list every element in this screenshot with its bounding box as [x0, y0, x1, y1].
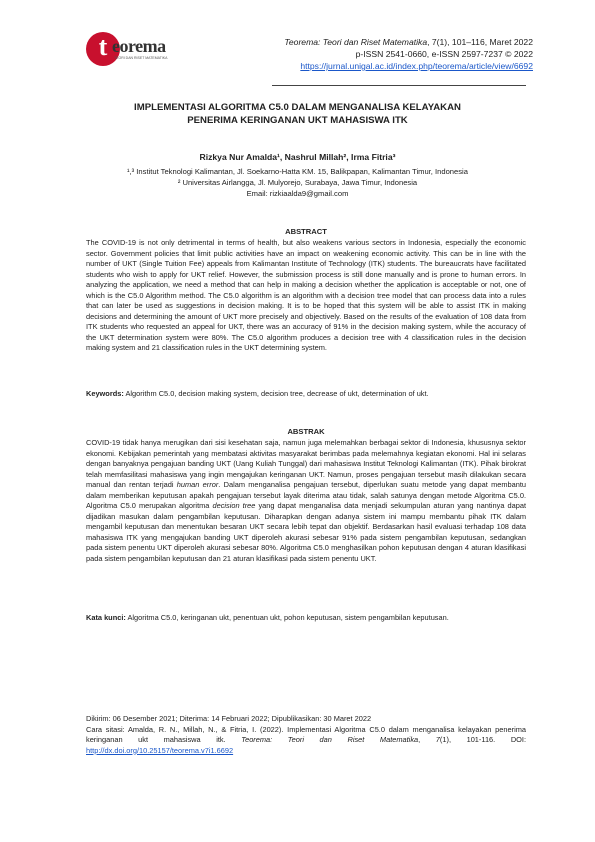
keywords-text: Algorithm C5.0, decision making system, decision tree, decrease of ukt, determination of ukt. — [123, 389, 429, 398]
logo-tagline: TEORI DAN RISET MATEMATIKA — [114, 56, 168, 60]
journal-name: Teorema — [284, 37, 319, 47]
abstrak-emphasis-2: decision tree — [212, 501, 256, 510]
cite-volume: 7 — [435, 735, 440, 744]
paper-title — [70, 101, 525, 127]
journal-citation — [284, 36, 533, 48]
affiliation-1: ¹,³ Institut Teknologi Kalimantan, Jl. Soekarno-Hatta KM. 15, Balikpapan, Kalimantan Timur, Indonesia — [127, 167, 468, 176]
submission-dates: Dikirim: 06 Desember 2021; Diterima: 14 Februari 2022; Dipublikasikan: 30 Maret 2022 — [86, 714, 372, 723]
keywords-line — [86, 389, 526, 400]
header-divider — [272, 85, 526, 86]
title-line-1: IMPLEMENTASI ALGORITMA C5.0 DALAM MENGANALISA KELAYAKAN — [134, 102, 461, 113]
title-line-2: PENERIMA KERINGANAN UKT MAHASISWA ITK — [187, 115, 408, 126]
keywords-label: Keywords: — [86, 389, 124, 398]
abstrak-part-2: . Dalam menganalisa pengajuan tersebut, diperlukan suatu metode yang dapat membantu dalam memberikan keputusan apakah pengajuan tersebut layak diterima atau tidak, salah satunya dengan metode Algoritma C5.0. Algoritma C5.0 merupakan algoritma — [86, 480, 527, 510]
journal-header — [284, 36, 533, 72]
cite-text: Cara sitasi: Amalda, R. N., Millah, N., & Fitria, I. (2022). Implementasi Algoritma C5.0 dalam menganalisa kelayakan penerima keringanan ukt mahasiswa itk. — [86, 724, 526, 744]
abstrak-heading: ABSTRAK — [287, 427, 325, 436]
article-footer — [86, 714, 526, 756]
cite-separator: , — [418, 735, 436, 744]
abstract-heading: ABSTRACT — [285, 227, 327, 236]
journal-issn: p-ISSN 2541-0660, e-ISSN 2597-7237 © 2022 — [355, 49, 533, 59]
abstrak-emphasis-1: human error — [176, 480, 219, 489]
abstrak-part-3: yang dapat menganalisa data menjadi sekumpulan aturan yang nantinya dapat dijadikan masukan dalam pengambilan keputusan. Diharapkan dengan adanya sistem ini mampu membantu pihak ITK dalam mengambil keputusan dan menentukan besaran UKT secara lebih tepat dan objektif. Berdasarkan hasil evaluasi terhadap 108 data mahasiswa ITK yang mengajukan banding UKT diperoleh akurasi sebesar 91% pada sistem pengambilan keputusan, sedangkan pada sistem penentu UKT diperoleh akurasi sebesar 80%. Algoritma C5.0 menghasilkan pohon keputusan dengan 4 aturan klasifikasi pada sistem pengambilan keputusan dan 21 aturan klasifikasi pada sistem penentu UKT. — [86, 501, 527, 563]
cite-pages: (1), 101-116. DOI: — [439, 735, 527, 744]
author-list: Rizkya Nur Amalda¹, Nashrul Millah², Irma Fitria³ — [199, 152, 396, 162]
journal-subtitle: : Teori dan Riset Matematika — [318, 37, 428, 47]
article-url-link[interactable]: https://jurnal.unigal.ac.id/index.php/teorema/article/view/6692 — [300, 61, 533, 71]
author-email: Email: rizkiaalda9@gmail.com — [246, 189, 349, 198]
journal-volume: , 7(1), 101–116, Maret 2022 — [427, 37, 533, 47]
logo-mark: t — [86, 32, 120, 66]
abstract-text: The COVID-19 is not only detrimental in terms of health, but also weakens various sectors in Indonesia, especially the economic sector. Government policies that limit public activities have an impact on weakening economic activity. This can be in line with the number of UKT (Single Tuition Fee) appeals from Kalimantan Institute of Technology (ITK) students. The bureaucrats have facilitated students who wish to apply for UKT relief. However, the submission process is still done manually and is prone to human errors. In analyzing the application, we need a method that can help in making a decision whether the application is acceptable or not, one of which is the C5.0 Algorithm method. The C5.0 algorithm is an algorithm with a decision tree model that can process data into a rules that can later be used as suggestions in decision making. It is to be hoped that this system will be able to assist ITK in making decisions and determining the amount of UKT more precisely and objectively. Based on the results of the evaluation of 108 data from ITK students who requested an appeal for UKT, there was an accuracy of 91% in the decision making system, while the accuracy of the UKT determination system were 80%. The C5.0 algorithm produces a decision tree with 4 classification rules in the decision making system and 21 classification rules in the UKT determining system. — [86, 238, 526, 352]
affiliations — [70, 166, 525, 199]
doi-link[interactable]: http://dx.doi.org/10.25157/teorema.v7i1.6692 — [86, 745, 234, 755]
kata-kunci-line — [86, 613, 526, 624]
logo-wordmark: eorema — [112, 36, 166, 56]
affiliation-2: ² Universitas Airlangga, Jl. Mulyorejo, Surabaya, Jawa Timur, Indonesia — [177, 178, 418, 187]
kata-kunci-text: Algoritma C5.0, keringanan ukt, penentuan ukt, pohon keputusan, sistem pengambilan keputusan. — [125, 613, 449, 622]
how-to-cite — [86, 725, 526, 757]
cite-journal: Teorema: Teori dan Riset Matematika — [241, 735, 419, 744]
kata-kunci-label: Kata kunci: — [86, 613, 126, 622]
abstrak-part-1: COVID-19 tidak hanya merugikan dari sisi kesehatan saja, namun juga melemahkan berbagai sektor di Indonesia, khususnya sektor ekonomi. Kebijakan pemerintah yang membatasi aktivitas masyarakat berimbas pada melemahnya kegiatan ekonomi. Hal ini selaras dengan banyaknya pengajuan banding UKT (Uang Kuliah Tunggal) dari mahasiswa Institut Teknologi Kalimantan (ITK). Pihak birokrat telah memfasilitasi mahasiswa yang ingin mengajukan keringanan UKT. Namun, proses pengajuan tersebut masih dilakukan secara manual dan rentan terjadi — [86, 438, 526, 489]
abstrak-text — [86, 438, 526, 564]
journal-logo — [86, 32, 186, 66]
